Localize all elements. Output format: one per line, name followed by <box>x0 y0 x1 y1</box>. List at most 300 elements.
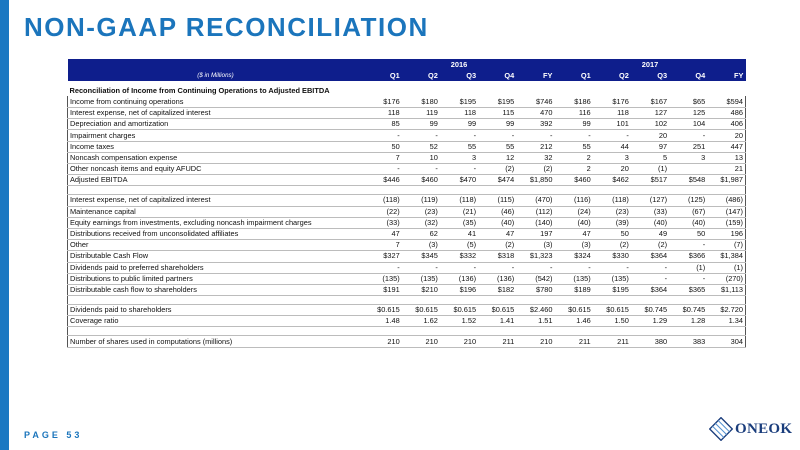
oneok-logo-icon <box>709 417 733 441</box>
value-cell: (40) <box>631 217 669 228</box>
value-cell: $186 <box>555 96 593 107</box>
table-row <box>68 141 746 152</box>
value-cell: 1.50 <box>593 316 631 327</box>
value-cell: 104 <box>669 119 707 130</box>
value-cell: (470) <box>516 195 554 206</box>
value-cell: $167 <box>631 96 669 107</box>
value-cell: $517 <box>631 175 669 186</box>
value-cell: (23) <box>402 206 440 217</box>
table-row <box>68 164 746 175</box>
value-cell: 101 <box>593 119 631 130</box>
value-cell: $2.720 <box>707 305 745 316</box>
value-cell: 12 <box>478 152 516 163</box>
value-cell: - <box>669 240 707 251</box>
value-cell: (119) <box>402 195 440 206</box>
value-cell: 127 <box>631 108 669 119</box>
table-row <box>68 273 746 284</box>
row-label: Equity earnings from investments, excluding noncash impairment charges <box>68 217 364 228</box>
value-cell: $191 <box>364 284 402 295</box>
value-cell: $195 <box>593 284 631 295</box>
value-cell: 47 <box>478 228 516 239</box>
value-cell: (115) <box>478 195 516 206</box>
value-cell: 210 <box>364 336 402 347</box>
row-label: Dividends paid to shareholders <box>68 305 364 316</box>
value-cell: 5 <box>631 152 669 163</box>
value-cell: 97 <box>631 141 669 152</box>
spacer-cell <box>707 186 745 195</box>
value-cell: (118) <box>440 195 478 206</box>
value-cell: $196 <box>440 284 478 295</box>
value-cell: - <box>516 130 554 141</box>
header-blank <box>68 59 364 70</box>
value-cell: - <box>440 262 478 273</box>
value-cell: 125 <box>669 108 707 119</box>
value-cell: (3) <box>516 240 554 251</box>
spacer-cell <box>555 186 593 195</box>
spacer-cell <box>402 327 440 336</box>
value-cell: (127) <box>631 195 669 206</box>
spacer-cell <box>478 186 516 195</box>
value-cell: $780 <box>516 284 554 295</box>
spacer-cell <box>402 296 440 305</box>
value-cell: $364 <box>631 284 669 295</box>
value-cell: (542) <box>516 273 554 284</box>
value-cell: $327 <box>364 251 402 262</box>
value-cell: $0.615 <box>478 305 516 316</box>
value-cell: 380 <box>631 336 669 347</box>
value-cell: $210 <box>402 284 440 295</box>
value-cell: $470 <box>440 175 478 186</box>
row-label: Noncash compensation expense <box>68 152 364 163</box>
value-cell: (40) <box>669 217 707 228</box>
value-cell: $180 <box>402 96 440 107</box>
value-cell: - <box>593 262 631 273</box>
value-cell: 47 <box>364 228 402 239</box>
value-cell: 1.62 <box>402 316 440 327</box>
year-2016-header: 2016 <box>364 59 555 70</box>
value-cell: $746 <box>516 96 554 107</box>
value-cell: (21) <box>440 206 478 217</box>
period-header-q3-2017: Q3 <box>631 70 669 81</box>
value-cell: $446 <box>364 175 402 186</box>
value-cell: 211 <box>555 336 593 347</box>
value-cell <box>669 164 707 175</box>
value-cell: (39) <box>593 217 631 228</box>
row-label: Dividends paid to preferred shareholders <box>68 262 364 273</box>
table-row <box>68 284 746 295</box>
spacer-cell <box>68 186 364 195</box>
reconciliation-table <box>67 59 746 348</box>
value-cell: $548 <box>669 175 707 186</box>
value-cell: 99 <box>478 119 516 130</box>
value-cell: 1.52 <box>440 316 478 327</box>
value-cell: $1,850 <box>516 175 554 186</box>
value-cell: $176 <box>593 96 631 107</box>
spacer-cell <box>68 296 364 305</box>
spacer-cell <box>440 186 478 195</box>
value-cell: $182 <box>478 284 516 295</box>
value-cell: $0.615 <box>440 305 478 316</box>
value-cell: (67) <box>669 206 707 217</box>
left-accent-bar <box>0 0 9 450</box>
value-cell: $1,987 <box>707 175 745 186</box>
value-cell: 211 <box>478 336 516 347</box>
row-label: Distributions to public limited partners <box>68 273 364 284</box>
value-cell: (1) <box>707 262 745 273</box>
spacer-cell <box>516 327 554 336</box>
row-label: Interest expense, net of capitalized interest <box>68 108 364 119</box>
value-cell: (2) <box>593 240 631 251</box>
value-cell: - <box>555 262 593 273</box>
value-cell: 392 <box>516 119 554 130</box>
value-cell: 211 <box>593 336 631 347</box>
spacer-cell <box>516 296 554 305</box>
spacer-cell <box>593 327 631 336</box>
value-cell: 20 <box>707 130 745 141</box>
value-cell: $364 <box>631 251 669 262</box>
value-cell: 3 <box>593 152 631 163</box>
value-cell: 2 <box>555 164 593 175</box>
value-cell: 44 <box>593 141 631 152</box>
value-cell: (135) <box>593 273 631 284</box>
value-cell: - <box>364 262 402 273</box>
value-cell: $594 <box>707 96 745 107</box>
row-label: Interest expense, net of capitalized interest <box>68 195 364 206</box>
period-header-q2-2017: Q2 <box>593 70 631 81</box>
value-cell: $474 <box>478 175 516 186</box>
spacer-cell <box>402 186 440 195</box>
spacer-row <box>68 296 746 305</box>
value-cell: - <box>364 130 402 141</box>
value-cell: 304 <box>707 336 745 347</box>
page-number: PAGE 53 <box>24 430 83 440</box>
spacer-cell <box>707 296 745 305</box>
value-cell: 197 <box>516 228 554 239</box>
value-cell: $176 <box>364 96 402 107</box>
value-cell: 55 <box>478 141 516 152</box>
logo-wordmark: ONEOK <box>735 420 793 437</box>
table-row <box>68 262 746 273</box>
value-cell: (2) <box>478 240 516 251</box>
period-header-q1-2017: Q1 <box>555 70 593 81</box>
value-cell: $0.615 <box>555 305 593 316</box>
spacer-cell <box>440 327 478 336</box>
value-cell: $2.460 <box>516 305 554 316</box>
period-header-q4-2017: Q4 <box>669 70 707 81</box>
value-cell: 47 <box>555 228 593 239</box>
table-row <box>68 240 746 251</box>
value-cell: 7 <box>364 152 402 163</box>
value-cell: (7) <box>707 240 745 251</box>
row-label: Distributions received from unconsolidated affiliates <box>68 228 364 239</box>
period-header-row <box>68 70 746 81</box>
value-cell: $195 <box>478 96 516 107</box>
value-cell: (112) <box>516 206 554 217</box>
value-cell: (136) <box>478 273 516 284</box>
spacer-cell <box>555 296 593 305</box>
value-cell: (135) <box>402 273 440 284</box>
value-cell: 116 <box>555 108 593 119</box>
row-label: Number of shares used in computations (millions) <box>68 336 364 347</box>
value-cell: 1.48 <box>364 316 402 327</box>
value-cell: (486) <box>707 195 745 206</box>
value-cell: 1.34 <box>707 316 745 327</box>
value-cell: $0.615 <box>593 305 631 316</box>
value-cell: (1) <box>669 262 707 273</box>
period-header-q2-2016: Q2 <box>402 70 440 81</box>
value-cell: (2) <box>478 164 516 175</box>
value-cell: (3) <box>555 240 593 251</box>
table-row <box>68 130 746 141</box>
value-cell: (24) <box>555 206 593 217</box>
table-row <box>68 305 746 316</box>
value-cell: - <box>555 130 593 141</box>
row-label: Depreciation and amortization <box>68 119 364 130</box>
value-cell: 102 <box>631 119 669 130</box>
value-cell: 62 <box>402 228 440 239</box>
value-cell: (140) <box>516 217 554 228</box>
value-cell: 13 <box>707 152 745 163</box>
value-cell: 1.29 <box>631 316 669 327</box>
value-cell: 1.28 <box>669 316 707 327</box>
units-note: ($ in Millions) <box>68 70 364 81</box>
value-cell: - <box>364 164 402 175</box>
table-row <box>68 108 746 119</box>
value-cell: 212 <box>516 141 554 152</box>
value-cell: 52 <box>402 141 440 152</box>
value-cell: (116) <box>555 195 593 206</box>
value-cell: 55 <box>440 141 478 152</box>
period-header-q3-2016: Q3 <box>440 70 478 81</box>
value-cell: 118 <box>440 108 478 119</box>
row-label: Other <box>68 240 364 251</box>
table-row <box>68 175 746 186</box>
value-cell: - <box>402 262 440 273</box>
value-cell: $324 <box>555 251 593 262</box>
value-cell: 470 <box>516 108 554 119</box>
value-cell: (118) <box>364 195 402 206</box>
row-label: Impairment charges <box>68 130 364 141</box>
value-cell: - <box>402 130 440 141</box>
value-cell: 55 <box>555 141 593 152</box>
period-header-fy-2016: FY <box>516 70 554 81</box>
spacer-row <box>68 186 746 195</box>
value-cell: $0.745 <box>631 305 669 316</box>
value-cell: $462 <box>593 175 631 186</box>
value-cell: 3 <box>669 152 707 163</box>
value-cell: $65 <box>669 96 707 107</box>
row-label: Adjusted EBITDA <box>68 175 364 186</box>
value-cell: (2) <box>516 164 554 175</box>
value-cell: 486 <box>707 108 745 119</box>
value-cell: 50 <box>669 228 707 239</box>
value-cell: (270) <box>707 273 745 284</box>
value-cell: 21 <box>707 164 745 175</box>
value-cell: 20 <box>631 130 669 141</box>
value-cell: 210 <box>440 336 478 347</box>
period-header-fy-2017: FY <box>707 70 745 81</box>
spacer-row <box>68 327 746 336</box>
value-cell: - <box>631 262 669 273</box>
value-cell: (147) <box>707 206 745 217</box>
value-cell: (40) <box>555 217 593 228</box>
table-row <box>68 152 746 163</box>
table-row <box>68 316 746 327</box>
spacer-cell <box>593 186 631 195</box>
spacer-cell <box>669 327 707 336</box>
value-cell: 383 <box>669 336 707 347</box>
value-cell: 210 <box>402 336 440 347</box>
spacer-cell <box>364 296 402 305</box>
spacer-cell <box>669 186 707 195</box>
value-cell: $318 <box>478 251 516 262</box>
value-cell: 447 <box>707 141 745 152</box>
value-cell: - <box>440 130 478 141</box>
value-cell: $189 <box>555 284 593 295</box>
value-cell: $366 <box>669 251 707 262</box>
spacer-cell <box>364 186 402 195</box>
value-cell: 118 <box>593 108 631 119</box>
value-cell: 1.46 <box>555 316 593 327</box>
value-cell: - <box>669 273 707 284</box>
value-cell: (159) <box>707 217 745 228</box>
value-cell: $365 <box>669 284 707 295</box>
value-cell: $460 <box>402 175 440 186</box>
value-cell: 119 <box>402 108 440 119</box>
spacer-cell <box>631 186 669 195</box>
value-cell: 10 <box>402 152 440 163</box>
table-row <box>68 195 746 206</box>
value-cell: 7 <box>364 240 402 251</box>
row-label: Maintenance capital <box>68 206 364 217</box>
value-cell: - <box>593 130 631 141</box>
value-cell: (135) <box>555 273 593 284</box>
value-cell: (3) <box>402 240 440 251</box>
value-cell: - <box>631 273 669 284</box>
table-row <box>68 96 746 107</box>
period-header-q1-2016: Q1 <box>364 70 402 81</box>
value-cell: $0.615 <box>364 305 402 316</box>
value-cell: 50 <box>593 228 631 239</box>
value-cell: 32 <box>516 152 554 163</box>
table-row <box>68 251 746 262</box>
value-cell: $1,323 <box>516 251 554 262</box>
spacer-cell <box>593 296 631 305</box>
value-cell: 2 <box>555 152 593 163</box>
period-header-q4-2016: Q4 <box>478 70 516 81</box>
section-title: Reconciliation of Income from Continuing Operations to Adjusted EBITDA <box>69 86 330 96</box>
value-cell: 99 <box>555 119 593 130</box>
table-row <box>68 336 746 347</box>
value-cell: 3 <box>440 152 478 163</box>
company-logo <box>709 417 792 441</box>
spacer-cell <box>68 327 364 336</box>
value-cell: 251 <box>669 141 707 152</box>
value-cell: (33) <box>631 206 669 217</box>
row-label: Other noncash items and equity AFUDC <box>68 164 364 175</box>
value-cell: 210 <box>516 336 554 347</box>
value-cell: - <box>478 262 516 273</box>
value-cell: (23) <box>593 206 631 217</box>
value-cell: $345 <box>402 251 440 262</box>
value-cell: 99 <box>440 119 478 130</box>
value-cell: $1,113 <box>707 284 745 295</box>
spacer-cell <box>478 327 516 336</box>
value-cell: (46) <box>478 206 516 217</box>
spacer-cell <box>478 296 516 305</box>
value-cell: - <box>402 164 440 175</box>
spacer-cell <box>555 327 593 336</box>
value-cell: 49 <box>631 228 669 239</box>
row-label: Income taxes <box>68 141 364 152</box>
value-cell: $330 <box>593 251 631 262</box>
year-2017-header: 2017 <box>555 59 746 70</box>
value-cell: 85 <box>364 119 402 130</box>
row-label: Coverage ratio <box>68 316 364 327</box>
table-row <box>68 217 746 228</box>
value-cell: (32) <box>402 217 440 228</box>
value-cell: (1) <box>631 164 669 175</box>
spacer-cell <box>631 296 669 305</box>
value-cell: - <box>516 262 554 273</box>
value-cell: 41 <box>440 228 478 239</box>
value-cell: (40) <box>478 217 516 228</box>
value-cell: (136) <box>440 273 478 284</box>
table-row <box>68 119 746 130</box>
section-header-row <box>68 81 746 96</box>
value-cell: 20 <box>593 164 631 175</box>
value-cell: (118) <box>593 195 631 206</box>
value-cell: 118 <box>364 108 402 119</box>
value-cell: $1,384 <box>707 251 745 262</box>
value-cell: $0.745 <box>669 305 707 316</box>
value-cell: 115 <box>478 108 516 119</box>
value-cell: (125) <box>669 195 707 206</box>
value-cell: (35) <box>440 217 478 228</box>
spacer-cell <box>631 327 669 336</box>
spacer-cell <box>669 296 707 305</box>
value-cell: 1.41 <box>478 316 516 327</box>
page-title: NON-GAAP RECONCILIATION <box>24 12 429 42</box>
value-cell: (33) <box>364 217 402 228</box>
value-cell: (2) <box>631 240 669 251</box>
spacer-cell <box>440 296 478 305</box>
row-label: Income from continuing operations <box>68 96 364 107</box>
value-cell: 99 <box>402 119 440 130</box>
value-cell: - <box>440 164 478 175</box>
value-cell: 50 <box>364 141 402 152</box>
row-label: Distributable Cash Flow <box>68 251 364 262</box>
value-cell: - <box>669 130 707 141</box>
spacer-cell <box>707 327 745 336</box>
reconciliation-table-container <box>67 59 745 348</box>
value-cell: 406 <box>707 119 745 130</box>
value-cell: (135) <box>364 273 402 284</box>
value-cell: $460 <box>555 175 593 186</box>
value-cell: 1.51 <box>516 316 554 327</box>
spacer-cell <box>364 327 402 336</box>
table-row <box>68 206 746 217</box>
value-cell: 196 <box>707 228 745 239</box>
value-cell: (5) <box>440 240 478 251</box>
value-cell: - <box>478 130 516 141</box>
table-row <box>68 228 746 239</box>
value-cell: $332 <box>440 251 478 262</box>
row-label: Distributable cash flow to shareholders <box>68 284 364 295</box>
year-header-row <box>68 59 746 70</box>
value-cell: $195 <box>440 96 478 107</box>
spacer-cell <box>516 186 554 195</box>
